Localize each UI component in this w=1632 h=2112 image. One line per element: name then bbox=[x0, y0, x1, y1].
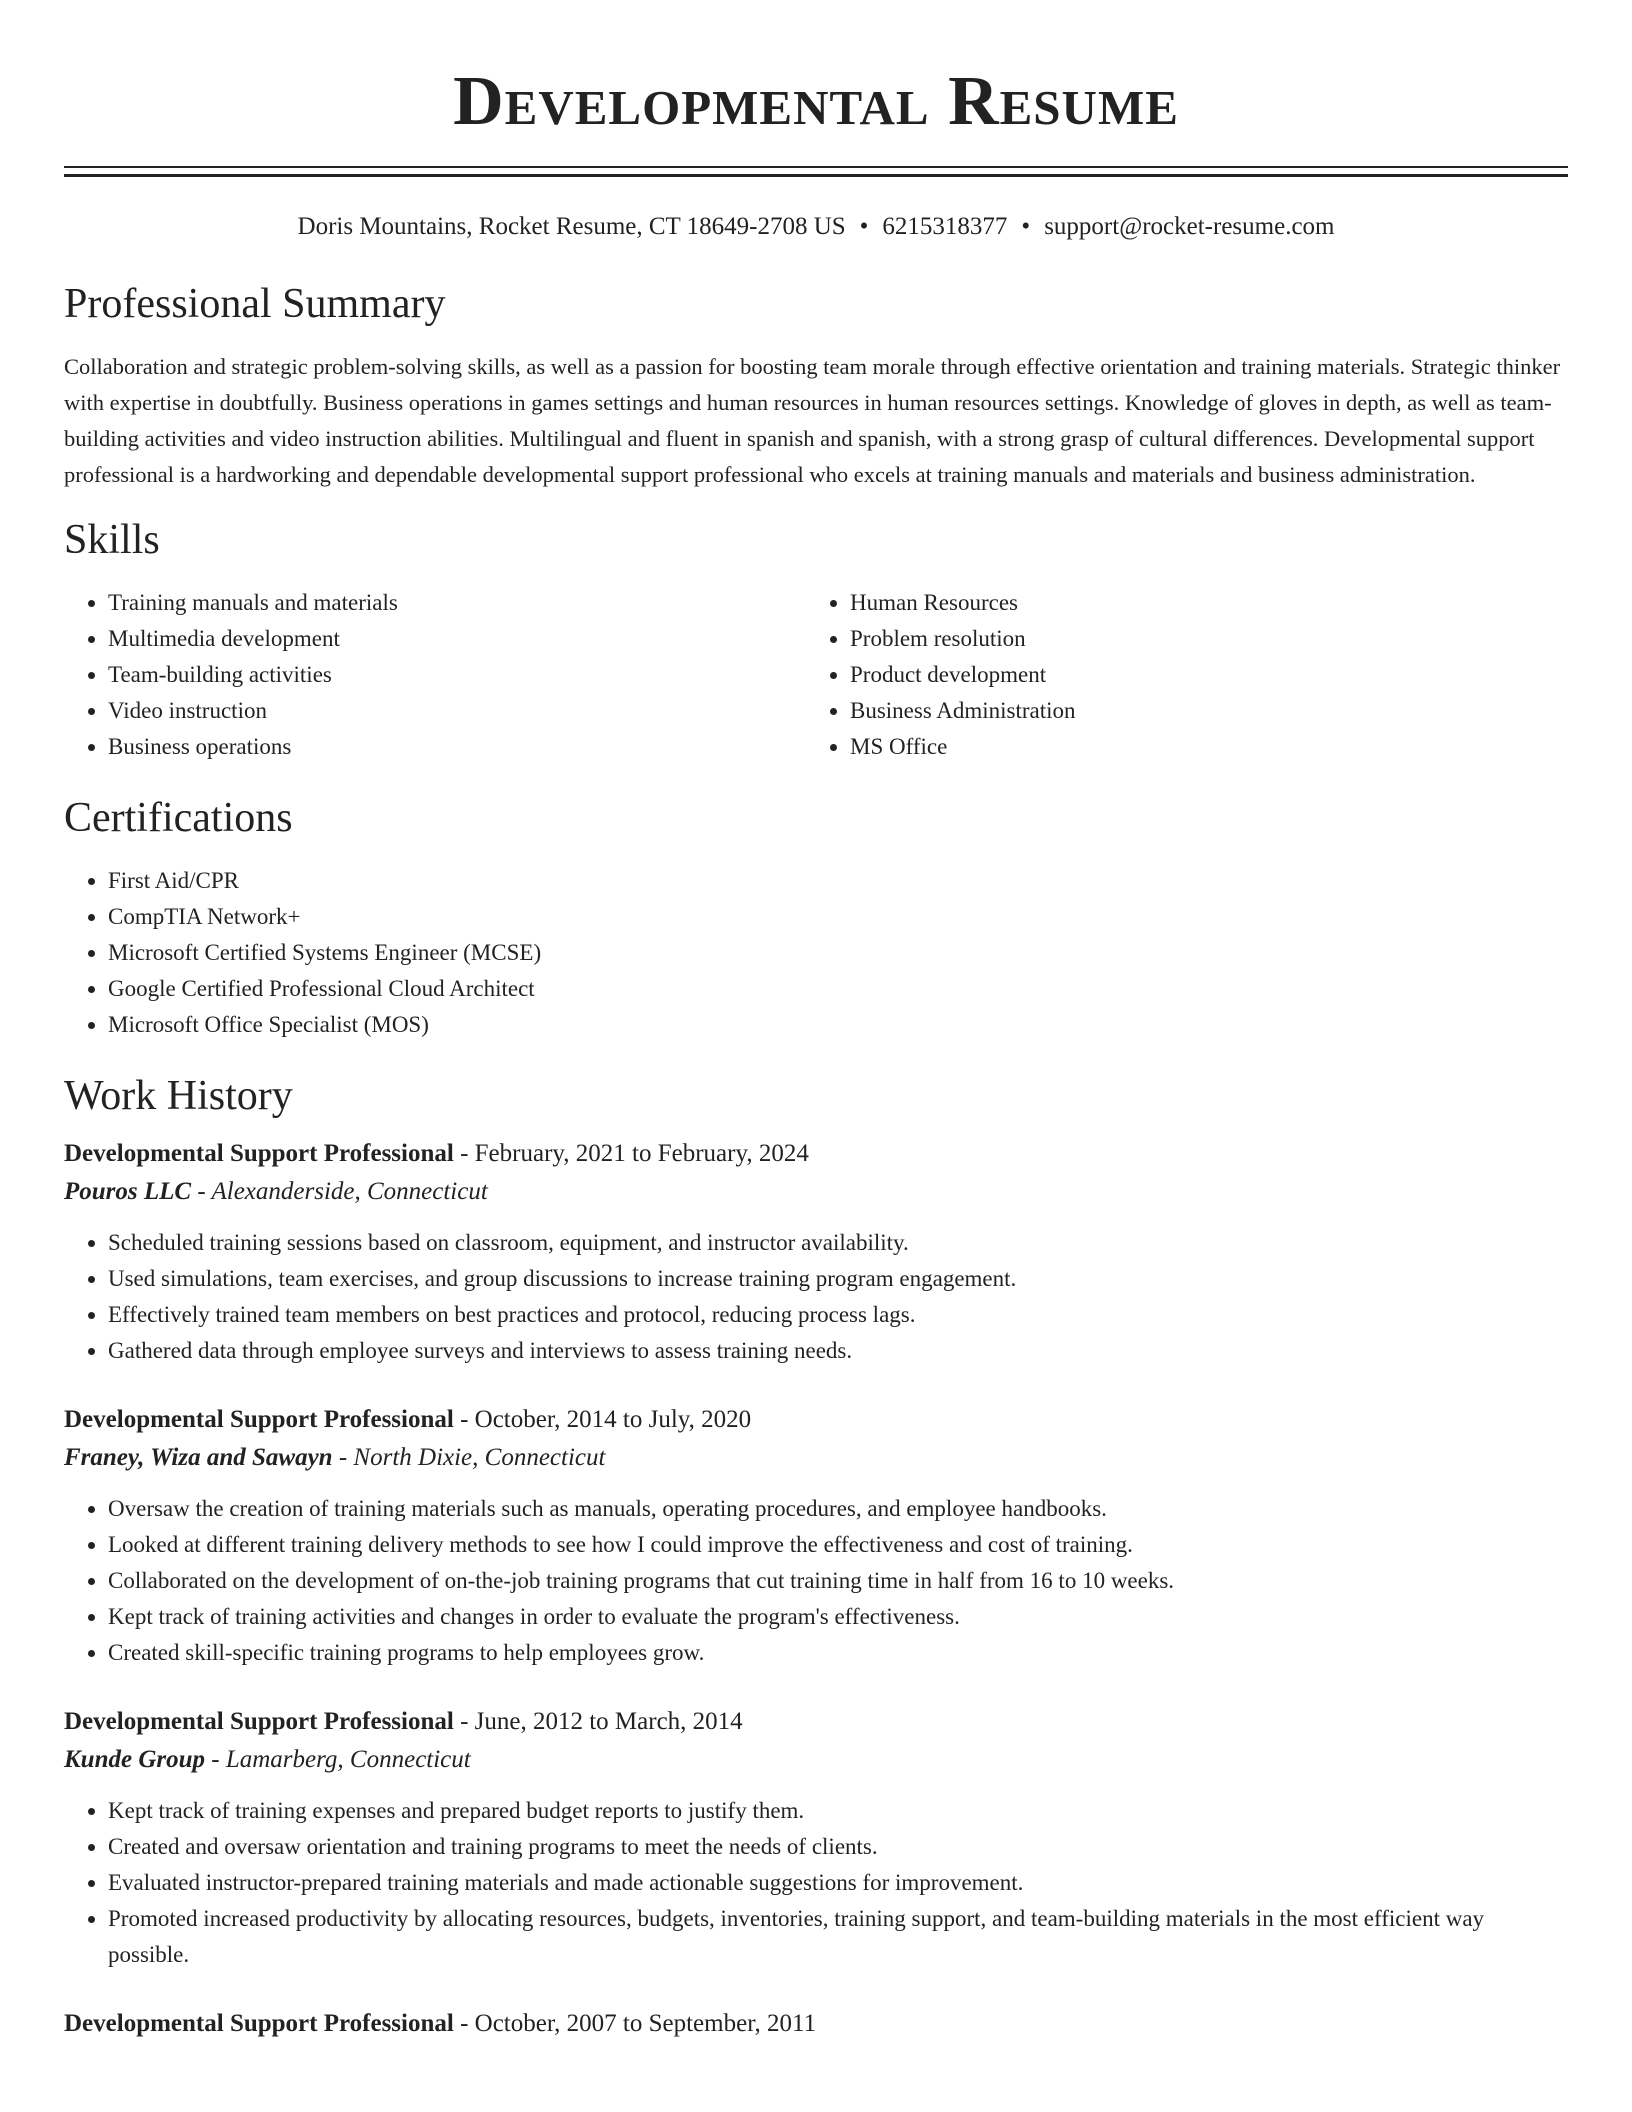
job-company: Pouros LLC bbox=[64, 1178, 192, 1205]
job-location: - Alexanderside, Connecticut bbox=[191, 1178, 488, 1205]
job-company: Franey, Wiza and Sawayn bbox=[64, 1444, 333, 1471]
resume-title: Developmental Resume bbox=[453, 63, 1179, 140]
certification-item: • Google Certified Professional Cloud Architect bbox=[108, 971, 1568, 1007]
certifications-list bbox=[64, 863, 1568, 1043]
job-role: Developmental Support Professional bbox=[64, 2010, 454, 2037]
job-company: Kunde Group bbox=[64, 1746, 206, 1773]
skill-item: • Human Resources bbox=[850, 585, 1548, 621]
job-role: Developmental Support Professional bbox=[64, 1140, 454, 1167]
certification-item: • CompTIA Network+ bbox=[108, 899, 1568, 935]
job-bullet: • Kept track of training expenses and prepared budget reports to justify them. bbox=[108, 1793, 1568, 1829]
job-bullet: • Gathered data through employee surveys and interviews to assess training needs. bbox=[108, 1333, 1568, 1369]
summary-heading: Professional Summary bbox=[64, 281, 446, 327]
job-entry bbox=[64, 1401, 1568, 1671]
job-company-line bbox=[64, 1173, 1568, 1211]
job-bullets bbox=[64, 1225, 1568, 1369]
job-header bbox=[64, 1135, 1568, 1173]
job-bullet: • Collaborated on the development of on-the-job training programs that cut training time in half from 16 to 10 weeks. bbox=[108, 1563, 1568, 1599]
work-history-heading: Work History bbox=[64, 1073, 293, 1119]
job-dates: - October, 2007 to September, 2011 bbox=[453, 2010, 817, 2037]
job-bullet: • Scheduled training sessions based on classroom, equipment, and instructor availability. bbox=[108, 1225, 1568, 1261]
job-role: Developmental Support Professional bbox=[64, 1708, 454, 1735]
job-dates: - October, 2014 to July, 2020 bbox=[453, 1406, 752, 1433]
job-header bbox=[64, 2005, 1568, 2043]
job-bullet: • Created and oversaw orientation and training programs to meet the needs of clients. bbox=[108, 1829, 1568, 1865]
job-entry bbox=[64, 2005, 1568, 2043]
skills-columns bbox=[64, 585, 1568, 765]
title-divider bbox=[64, 166, 1568, 177]
job-bullets bbox=[64, 1793, 1568, 1973]
contact-email: support@rocket-resume.com bbox=[1044, 213, 1335, 240]
contact-line bbox=[64, 211, 1568, 243]
job-bullet: • Promoted increased productivity by allocating resources, budgets, inventories, training support, and team-building materials in the most efficient way possible. bbox=[108, 1901, 1568, 1973]
skill-item: • Training manuals and materials bbox=[108, 585, 806, 621]
skills-heading: Skills bbox=[64, 517, 160, 563]
certifications-heading: Certifications bbox=[64, 795, 293, 841]
job-entry bbox=[64, 1703, 1568, 1973]
skills-column-right bbox=[806, 585, 1548, 765]
job-bullets bbox=[64, 1491, 1568, 1671]
certification-item: • Microsoft Office Specialist (MOS) bbox=[108, 1007, 1568, 1043]
contact-separator: • bbox=[859, 213, 869, 240]
job-header bbox=[64, 1401, 1568, 1439]
job-bullet: • Created skill-specific training programs to help employees grow. bbox=[108, 1635, 1568, 1671]
job-company-line bbox=[64, 1741, 1568, 1779]
job-bullet: • Effectively trained team members on best practices and protocol, reducing process lags. bbox=[108, 1297, 1568, 1333]
skill-item: • MS Office bbox=[850, 729, 1548, 765]
job-bullet: • Oversaw the creation of training materials such as manuals, operating procedures, and employee handbooks. bbox=[108, 1491, 1568, 1527]
skill-item: • Problem resolution bbox=[850, 621, 1548, 657]
job-company-line bbox=[64, 1439, 1568, 1477]
skill-item: • Product development bbox=[850, 657, 1548, 693]
skill-item: • Business Administration bbox=[850, 693, 1548, 729]
skill-item: • Business operations bbox=[108, 729, 806, 765]
job-location: - North Dixie, Connecticut bbox=[332, 1444, 606, 1471]
job-dates: - June, 2012 to March, 2014 bbox=[453, 1708, 743, 1735]
certification-item: • First Aid/CPR bbox=[108, 863, 1568, 899]
certification-item: • Microsoft Certified Systems Engineer (MCSE) bbox=[108, 935, 1568, 971]
skill-item: • Team-building activities bbox=[108, 657, 806, 693]
job-bullet: • Evaluated instructor-prepared training materials and made actionable suggestions for improvement. bbox=[108, 1865, 1568, 1901]
job-bullet: • Kept track of training activities and changes in order to evaluate the program's effectiveness. bbox=[108, 1599, 1568, 1635]
contact-address: Doris Mountains, Rocket Resume, CT 18649-2708 US bbox=[297, 213, 846, 240]
job-bullet: • Looked at different training delivery methods to see how I could improve the effectiveness and cost of training. bbox=[108, 1527, 1568, 1563]
summary-text: Collaboration and strategic problem-solving skills, as well as a passion for boosting team morale through effective orientation and training materials. Strategic thinker with expertise in doubtfully. Business operations in games settings and human resources in human resources settings. Knowledge of gloves in depth, as well as team-building activities and video instruction abilities. Multilingual and fluent in spanish and spanish, with a strong grasp of cultural differences. Developmental support professional is a hardworking and dependable developmental support professional who excels at training manuals and materials and business administration. bbox=[64, 354, 1561, 487]
job-role: Developmental Support Professional bbox=[64, 1406, 454, 1433]
job-dates: - February, 2021 to February, 2024 bbox=[453, 1140, 809, 1167]
contact-phone: 6215318377 bbox=[882, 213, 1008, 240]
skills-column-left bbox=[64, 585, 806, 765]
job-location: - Lamarberg, Connecticut bbox=[205, 1746, 471, 1773]
contact-separator: • bbox=[1021, 213, 1031, 240]
job-bullet: • Used simulations, team exercises, and group discussions to increase training program engagement. bbox=[108, 1261, 1568, 1297]
skill-item: • Video instruction bbox=[108, 693, 806, 729]
resume-page bbox=[64, 0, 1568, 2043]
skill-item: • Multimedia development bbox=[108, 621, 806, 657]
job-header bbox=[64, 1703, 1568, 1741]
job-entry bbox=[64, 1135, 1568, 1369]
